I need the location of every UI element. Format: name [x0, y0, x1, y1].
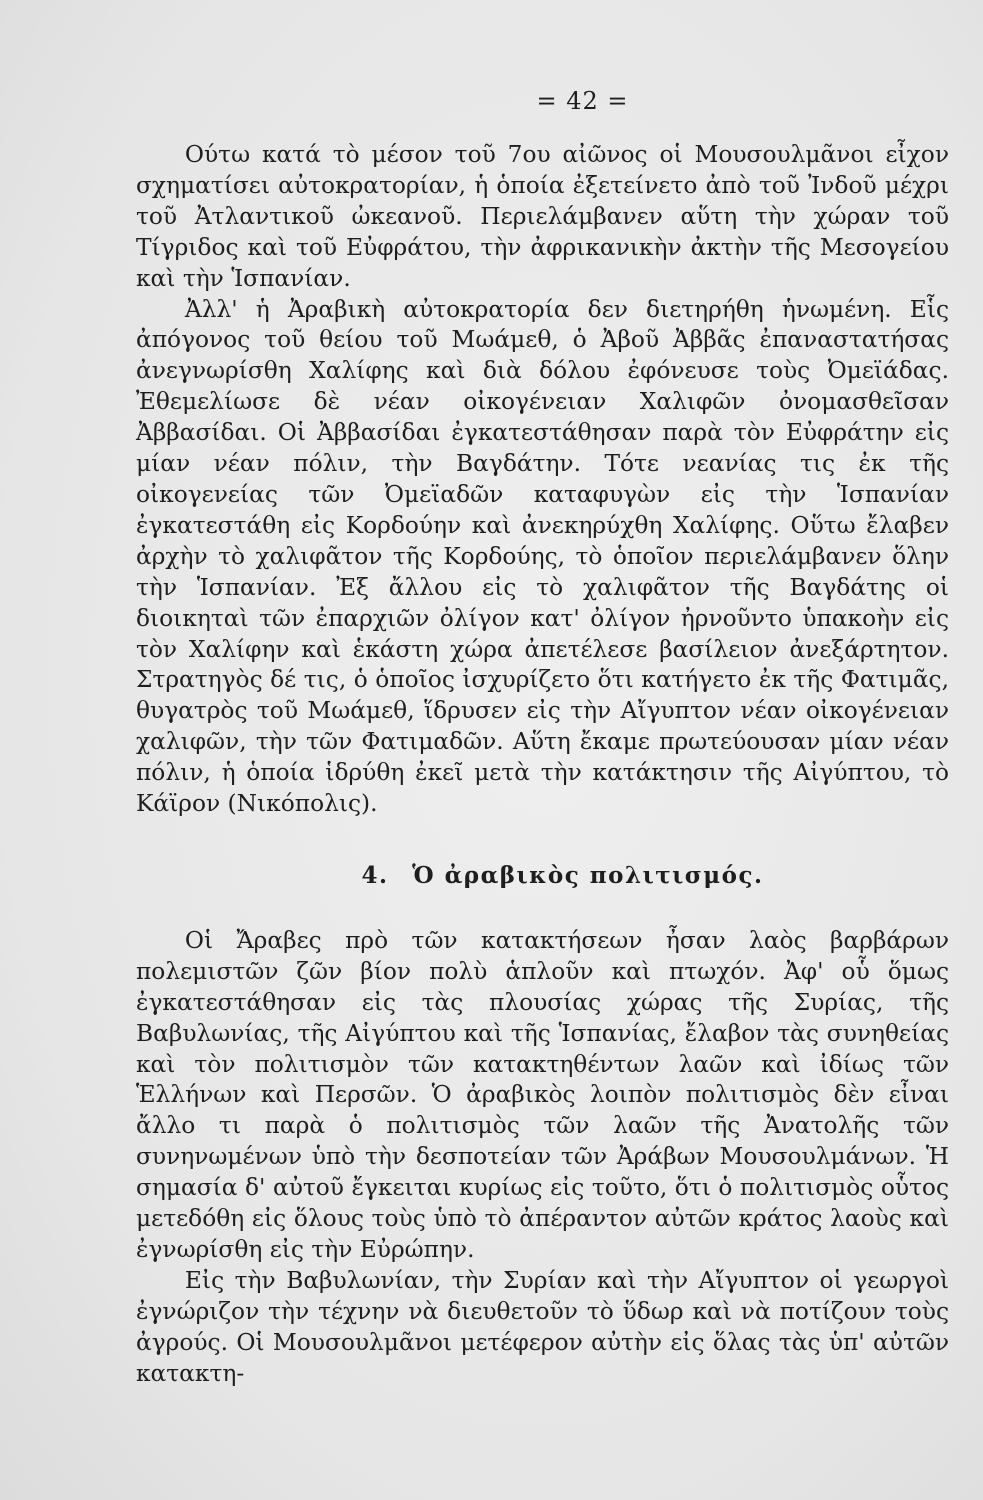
page-number: = 42 = — [536, 87, 629, 115]
paragraph-2: Ἀλλ' ἡ Ἀραβικὴ αὐτοκρατορία δεν διετηρήθη ἡνωμένη. Εἷς ἀπόγονος τοῦ θείου τοῦ Μωάμεθ, ὁ Ἀβοῦ Ἀββᾶς ἐπαναστατήσας ἀνεγνωρίσθη Χαλίφης καὶ διὰ δόλου ἐφόνευσε τοὺς Ὀμεϊάδας. Ἐθεμελίωσε δὲ νέαν οἰκογένειαν Χαλιφῶν ὀνομασθεῖσαν Ἀββασίδαι. Οἱ Ἀββασίδαι ἐγκατεστάθησαν παρὰ τὸν Εὐφράτην εἰς μίαν νέαν πόλιν, τὴν Βαγδάτην. Τότε νεανίας τις ἐκ τῆς οἰκογενείας τῶν Ὀμεϊαδῶν καταφυγὼν εἰς τὴν Ἱσπανίαν ἐγκατεστάθη εἰς Κορδούην καὶ ἀνεκηρύχθη Χαλίφης. Οὕτω ἔλαβεν ἀρχὴν τὸ χαλιφᾶτον τῆς Κορδούης, τὸ ὁποῖον περιελάμβανεν ὅλην τὴν Ἱσπανίαν. Ἐξ ἄλλου εἰς τὸ χαλιφᾶτον τῆς Βαγδάτης οἱ διοικηταὶ τῶν ἐπαρχιῶν ὀλίγον κατ' ὀλίγον ἠρνοῦντο ὑπακοὴν εἰς τὸν Χαλίφην καὶ ἑκάστη χώρα ἀπετέλεσε βασίλειον ἀνεξάρτητον. Στρατηγὸς δέ τις, ὁ ὁποῖος ἰσχυρίζετο ὅτι κατήγετο ἐκ τῆς Φατιμᾶς, θυγατρὸς τοῦ Μωάμεθ, ἵδρυσεν εἰς τὴν Αἴγυπτον νέαν οἰκογένειαν χαλιφῶν, τὴν τῶν Φατιμαδῶν. Αὕτη ἔκαμε πρωτεύουσαν μίαν νέαν πόλιν, ἡ ὁποία ἱδρύθη ἐκεῖ μετὰ τὴν κατάκτησιν τῆς Αἰγύπτου, τὸ Κάϊρον (Νικόπολις). — [136, 295, 949, 818]
section-number: 4. — [361, 861, 389, 889]
section-title: Ὁ ἀραβικὸς πολιτισμός. — [412, 861, 764, 889]
section-heading — [176, 860, 949, 892]
paragraph-3: Οἱ Ἄραβες πρὸ τῶν κατακτήσεων ἦσαν λαὸς βαρβάρων πολεμιστῶν ζῶν βίον πολὺ ἁπλοῦν καὶ πτωχόν. Ἀφ' οὗ ὅμως ἐγκατεστάθησαν εἰς τὰς πλουσίας χώρας τῆς Συρίας, τῆς Βαβυλωνίας, τῆς Αἰγύπτου καὶ τῆς Ἱσπανίας, ἔλαβον τὰς συνηθείας καὶ τὸν πολιτισμὸν τῶν κατακτηθέντων λαῶν καὶ ἰδίως τῶν Ἑλλήνων καὶ Περσῶν. Ὁ ἀραβικὸς λοιπὸν πολιτισμὸς δὲν εἶναι ἄλλο τι παρὰ ὁ πολιτισμὸς τῶν λαῶν τῆς Ἀνατολῆς τῶν συνηνωμένων ὑπὸ τὴν δεσποτείαν τῶν Ἀράβων Μουσουλμάνων. Ἡ σημασία δ' αὐτοῦ ἔγκειται κυρίως εἰς τοῦτο, ὅτι ὁ πολιτισμὸς οὗτος μετεδόθη εἰς ὅλους τοὺς ὑπὸ τὸ ἀπέραντον αὐτῶν κράτος λαοὺς καὶ ἐγνωρίσθη εἰς τὴν Εὐρώπην. — [136, 926, 949, 1263]
paragraph-4: Εἰς τὴν Βαβυλωνίαν, τὴν Συρίαν καὶ τὴν Αἴγυπτον οἱ γεωργοὶ ἐγνώριζον τὴν τέχνην νὰ διευθετοῦν τὸ ὕδωρ καὶ νὰ ποτίζουν τοὺς ἀγρούς. Οἱ Μουσουλμᾶνοι μετέφερον αὐτὴν εἰς ὅλας τὰς ὑπ' αὐτῶν κατακτη- — [136, 1266, 949, 1387]
paragraph-1: Ούτω κατά τὸ μέσον τοῦ 7ου αἰῶνος οἱ Μουσουλμᾶνοι εἶχον σχηματίσει αὐτοκρατορίαν, ἡ ὁποία ἐξετείνετο ἀπὸ τοῦ Ἰνδοῦ μέχρι τοῦ Ἀτλαντικοῦ ὠκεανοῦ. Περιελάμβανεν αὕτη τὴν χώραν τοῦ Τίγριδος καὶ τοῦ Εὐφράτου, τὴν ἀφρικανικὴν ἀκτὴν τῆς Μεσογείου καὶ τὴν Ἱσπανίαν. — [136, 141, 949, 292]
